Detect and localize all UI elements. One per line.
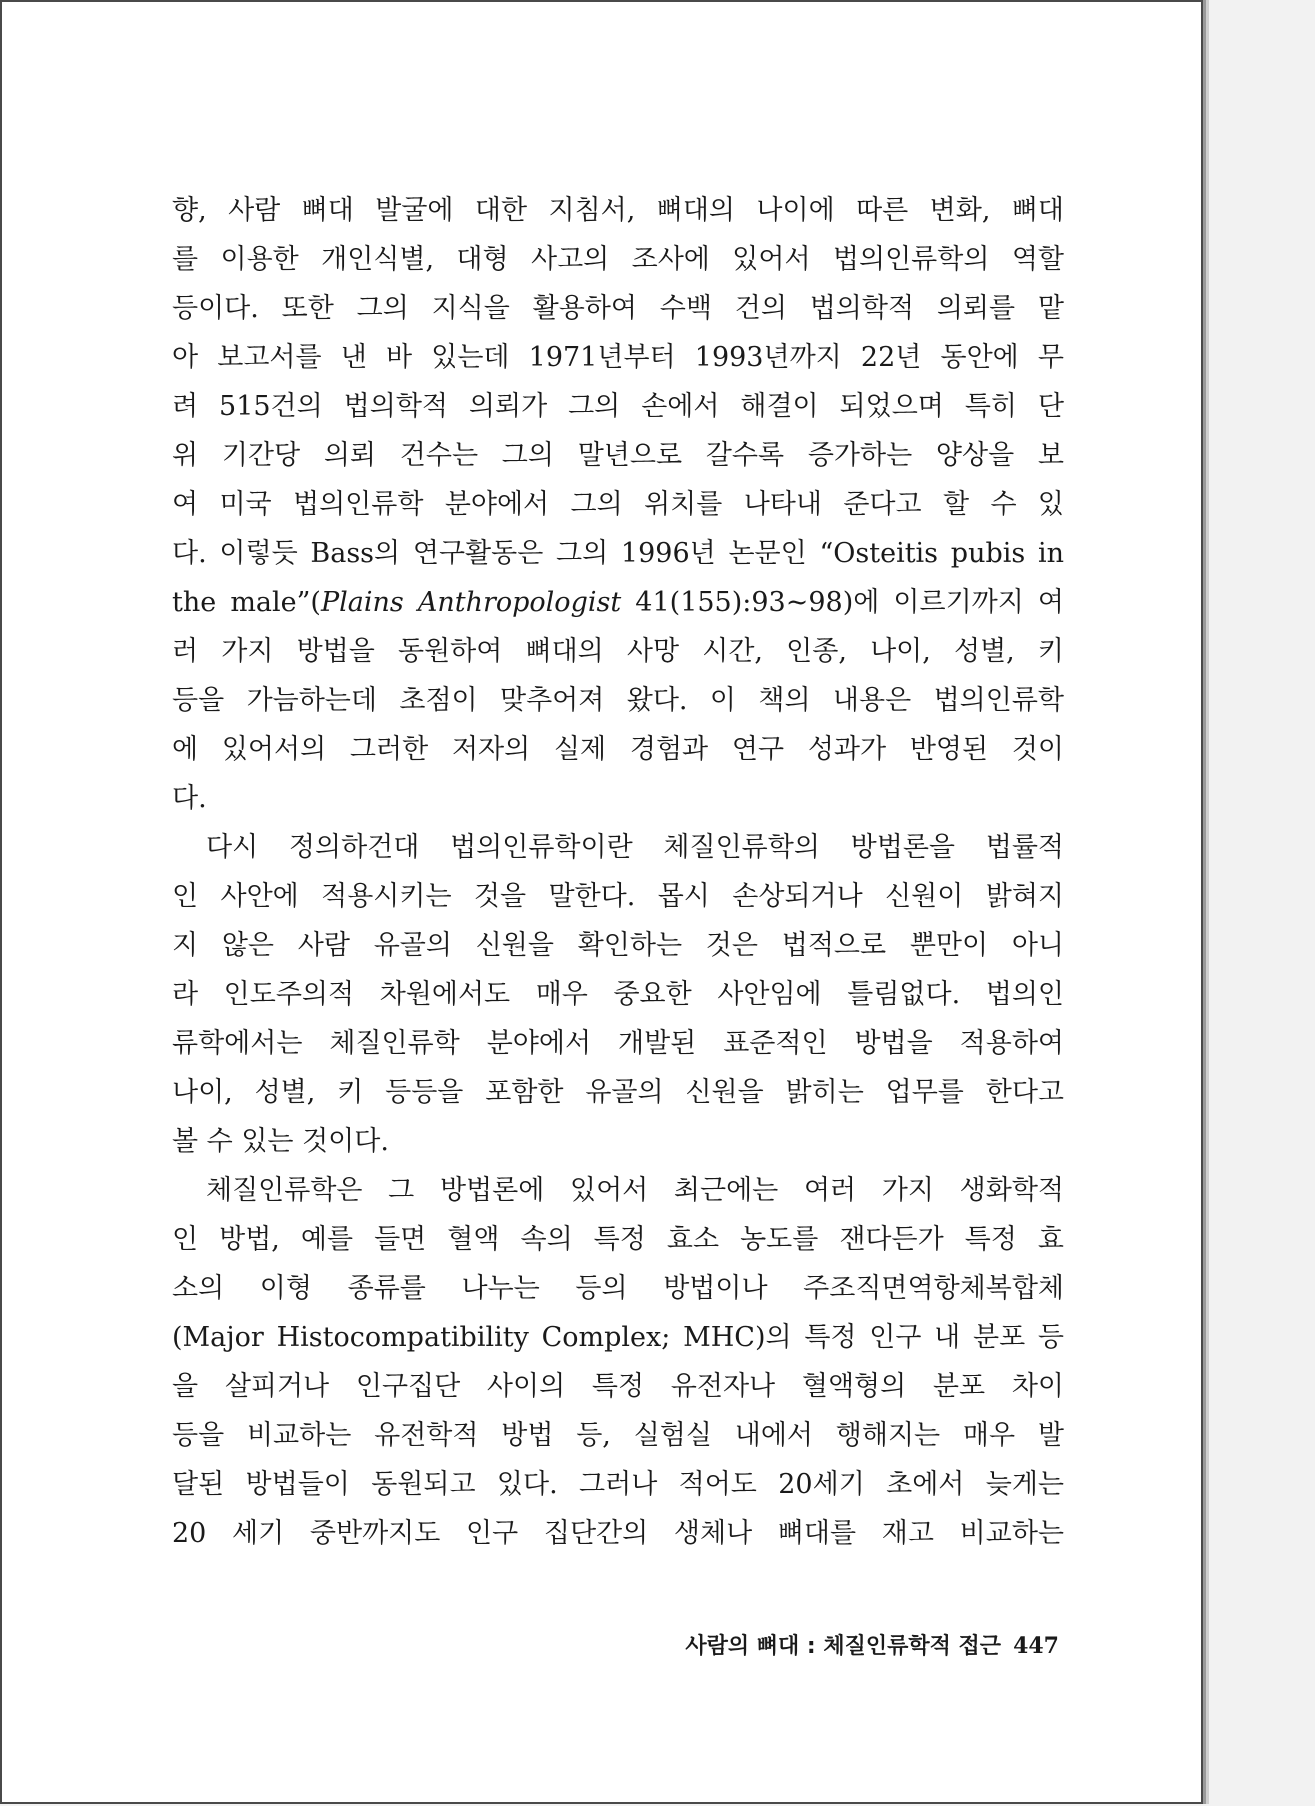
journal-title: Plains Anthropologist <box>320 587 622 618</box>
text-line: 여 미국 법의인류학 분야에서 그의 위치를 나타내 준다고 할 수 있 <box>172 489 1064 520</box>
text-line: 에 있어서의 그러한 저자의 실제 경험과 연구 성과가 반영된 것이 <box>172 734 1064 765</box>
text-line: 향, 사람 뼈대 발굴에 대한 지침서, 뼈대의 나이에 따른 변화, 뼈대 <box>172 195 1064 226</box>
text-line: 지 않은 사람 유골의 신원을 확인하는 것은 법적으로 뿐만이 아니 <box>172 930 1064 961</box>
page-footer <box>685 1629 1059 1660</box>
text-line: 아 보고서를 낸 바 있는데 1971년부터 1993년까지 22년 동안에 무 <box>172 342 1064 373</box>
text-line: 등이다. 또한 그의 지식을 활용하여 수백 건의 법의학적 의뢰를 맡 <box>172 293 1064 324</box>
text-line-citation <box>172 578 1064 627</box>
text-line: 나이, 성별, 키 등등을 포함한 유골의 신원을 밝히는 업무를 한다고 <box>172 1077 1064 1108</box>
text-line: 인 사안에 적용시키는 것을 말한다. 몹시 손상되거나 신원이 밝혀지 <box>172 881 1064 912</box>
text-line: 다. 이렇듯 Bass의 연구활동은 그의 1996년 논문인 “Osteitis pubis in <box>172 538 1064 569</box>
text-line: 라 인도주의적 차원에서도 매우 중요한 사안임에 틀림없다. 법의인 <box>172 979 1064 1010</box>
text-line: 을 살피거나 인구집단 사이의 특정 유전자나 혈액형의 분포 차이 <box>172 1371 1064 1402</box>
text-line: 인 방법, 예를 들면 혈액 속의 특정 효소 농도를 잰다든가 특정 효 <box>172 1224 1064 1255</box>
body-text <box>172 186 1064 1558</box>
text-line: 소의 이형 종류를 나누는 등의 방법이나 주조직면역항체복합체 <box>172 1273 1064 1304</box>
citation-post: 41(155):93~98)에 이르기까지 여 <box>621 587 1064 618</box>
paragraph-start: 다시 정의하건대 법의인류학이란 체질인류학의 방법론을 법률적 <box>206 832 1064 863</box>
text-line: 등을 가늠하는데 초점이 맞추어져 왔다. 이 책의 내용은 법의인류학 <box>172 685 1064 716</box>
text-line: 등을 비교하는 유전학적 방법 등, 실험실 내에서 행해지는 매우 발 <box>172 1420 1064 1451</box>
text-line: 20 세기 중반까지도 인구 집단간의 생체나 뼈대를 재고 비교하는 <box>172 1518 1064 1549</box>
text-line: 볼 수 있는 것이다. <box>172 1126 389 1157</box>
text-line: 다. <box>172 783 207 814</box>
text-line: 위 기간당 의뢰 건수는 그의 말년으로 갈수록 증가하는 양상을 보 <box>172 440 1064 471</box>
page-number: 447 <box>1013 1633 1059 1659</box>
text-line: 를 이용한 개인식별, 대형 사고의 조사에 있어서 법의인류학의 역할 <box>172 244 1064 275</box>
text-line: (Major Histocompatibility Complex; MHC)의 특정 인구 내 분포 등 <box>172 1322 1064 1353</box>
citation-pre: the male”( <box>172 587 321 618</box>
text-line: 러 가지 방법을 동원하여 뼈대의 사망 시간, 인종, 나이, 성별, 키 <box>172 636 1064 667</box>
paragraph-start: 체질인류학은 그 방법론에 있어서 최근에는 여러 가지 생화학적 <box>206 1175 1064 1206</box>
text-line: 달된 방법들이 동원되고 있다. 그러나 적어도 20세기 초에서 늦게는 <box>172 1469 1064 1500</box>
running-title: 사람의 뼈대 : 체질인류학적 접근 <box>685 1634 1002 1659</box>
text-line: 류학에서는 체질인류학 분야에서 개발된 표준적인 방법을 적용하여 <box>172 1028 1064 1059</box>
text-line: 려 515건의 법의학적 의뢰가 그의 손에서 해결이 되었으며 특히 단 <box>172 391 1064 422</box>
